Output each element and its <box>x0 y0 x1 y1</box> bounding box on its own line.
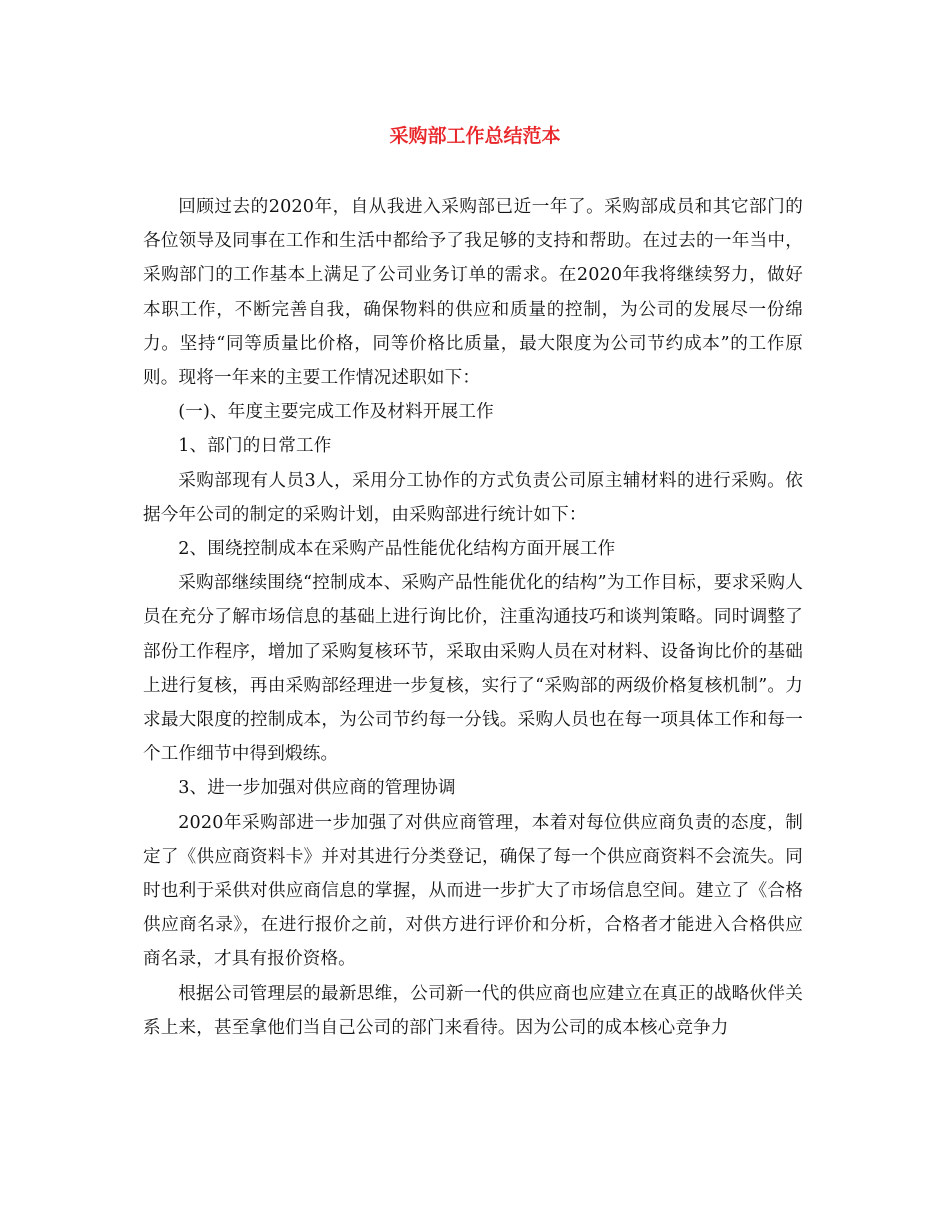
paragraph-cost-control: 采购部继续围绕“控制成本、采购产品性能优化的结构”为工作目标，要求采购人员在充分了解市场信息的基础上进行询比价，注重沟通技巧和谈判策略。同时调整了部份工作程序，增加了采购复核环节，采取由采购人员在对材料、设备询比价的基础上进行复核，再由采购部经理进一步复核，实行了“采购部的两级价格复核机制”。力求最大限度的控制成本，为公司节约每一分钱。采购人员也在每一项具体工作和每一个工作细节中得到煅练。 <box>143 573 803 765</box>
paragraph-strategic-partners: 根据公司管理层的最新思维，公司新一代的供应商也应建立在真正的战略伙伴关系上来，甚至拿他们当自己公司的部门来看待。因为公司的成本核心竞争力 <box>143 983 803 1038</box>
subheading-daily-work: 1、部门的日常工作 <box>178 436 332 457</box>
section-heading-annual-work: (一)、年度主要完成工作及材料开展工作 <box>178 402 494 423</box>
paragraph-daily-work: 采购部现有人员3人，采用分工协作的方式负责公司原主辅材料的进行采购。依据今年公司的制定的采购计划，由采购部进行统计如下： <box>143 470 803 525</box>
subheading-cost-control: 2、围绕控制成本在采购产品性能优化结构方面开展工作 <box>178 539 616 560</box>
paragraph-intro: 回顾过去的2020年，自从我进入采购部已近一年了。采购部成员和其它部门的各位领导及同事在工作和生活中都给予了我足够的支持和帮助。在过去的一年当中，采购部门的工作基本上满足了公司业务订单的需求。在2020年我将继续努力，做好本职工作，不断完善自我，确保物料的供应和质量的控制，为公司的发展尽一份绵力。坚持“同等质量比价格，同等价格比质量，最大限度为公司节约成本”的工作原则。现将一年来的主要工作情况述职如下： <box>143 197 803 389</box>
paragraph-supplier-management: 2020年采购部进一步加强了对供应商管理，本着对每位供应商负责的态度，制定了《供应商资料卡》并对其进行分类登记，确保了每一个供应商资料不会流失。同时也利于采供对供应商信息的掌握，从而进一步扩大了市场信息空间。建立了《合格供应商名录》，在进行报价之前，对供方进行评价和分析，合格者才能进入合格供应商名录，才具有报价资格。 <box>143 812 803 970</box>
document-body <box>143 190 803 1045</box>
subheading-supplier-management: 3、进一步加强对供应商的管理协调 <box>178 778 456 799</box>
page-title: 采购部工作总结范本 <box>389 125 561 147</box>
